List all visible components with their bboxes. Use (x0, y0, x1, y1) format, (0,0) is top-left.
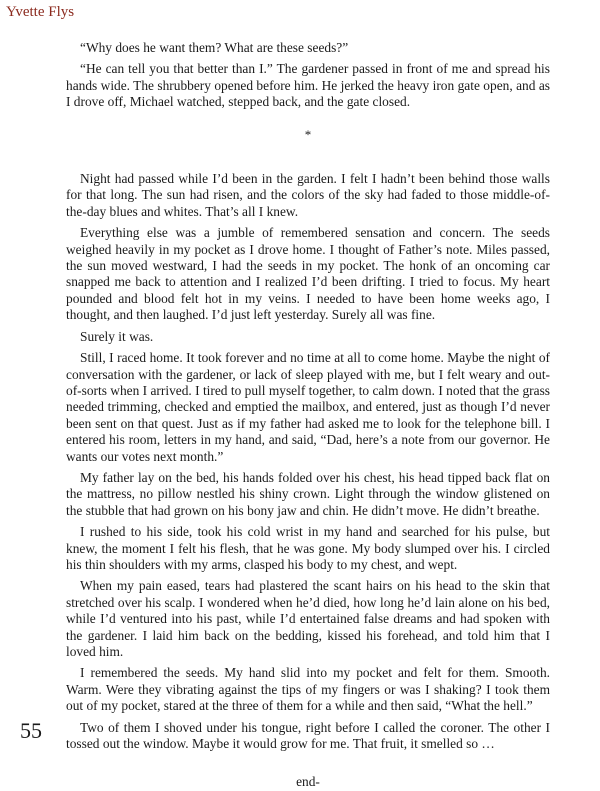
paragraph: My father lay on the bed, his hands folded over his chest, his head tipped back flat on the mattress, no pillow nestled his shiny crown. Light through the window glistened on the stubble that had grown on his bony jaw and chin. He didn’t move. He didn’t breathe. (66, 469, 550, 518)
paragraph: I rushed to his side, took his cold wrist in my hand and searched for his pulse, but knew, the moment I felt his flesh, that he was gone. My body slumped over his. I circled his thin shoulders with my arms, clasped his body to my chest, and wept. (66, 524, 550, 572)
page-body (66, 40, 550, 791)
running-header-author: Yvette Flys (6, 4, 75, 20)
paragraphs-before-break (66, 40, 550, 111)
paragraph: Surely it was. (80, 328, 154, 344)
paragraph: When my pain eased, tears had plastered the scant hairs on his head to the skin that stretched over his scalp. I wondered when he’d died, how long he’d lain alone on his bed, while I’d ventured into his past, while I’d entertained false dreams and had spoken with the gardener. I laid him back on the bedding, kissed his forehead, and told him that I loved him. (66, 578, 550, 659)
paragraph: Two of them I shoved under his tongue, right before I called the coroner. The other I tossed out the window. Maybe it would grow for me. That fruit, it smelled so … (66, 719, 550, 752)
paragraphs-after-break (66, 171, 550, 752)
paragraph: Everything else was a jumble of remembered sensation and concern. The seeds weighed heavily in my pocket as I drove home. I thought of Father’s note. Miles passed, the sun moved westward, I had the seeds in my pocket. The honk of an oncoming car snapped me back to attention and I realized I’d been drifting. I tried to focus. My heart pounded and blood felt hot in my veins. I needed to have been home weeks ago, I thought, and then laughed. I’d just left yesterday. Surely all was fine. (66, 225, 550, 323)
paragraph: Night had passed while I’d been in the garden. I felt I hadn’t been behind those walls for that long. The sun had risen, and the colors of the sky had faded to those middle-of-the-day blues and whites. That’s all I knew. (66, 171, 550, 219)
end-mark: end- (296, 774, 320, 790)
paragraph: I remembered the seeds. My hand slid into my pocket and felt for them. Smooth. Warm. Were they vibrating against the tips of my fingers or was I shaking? I took them out of my pocket, stared at the three of them for a while and then said, “What the hell.” (66, 665, 550, 714)
paragraph: “He can tell you that better than I.” The gardener passed in front of me and spread his hands wide. The shrubbery opened before him. He jerked the heavy iron gate open, and as I drove off, Michael watched, stepped back, and the gate closed. (66, 61, 550, 110)
page-number: 55 (20, 718, 42, 743)
paragraph: “Why does he want them? What are these seeds?” (80, 40, 349, 55)
paragraph: Still, I raced home. It took forever and no time at all to come home. Maybe the night of conversation with the gardener, or lack of sleep played with me, but I felt weary and out-of-sorts when I arrived. I tired to pull myself together, to calm down. I noted that the grass needed trimming, checked and emptied the mailbox, and entered, just as though I’d never been sent on that quest. Just as if my father had asked me to look for the telephone bill. I entered his room, letters in my hand, and said, “Dad, here’s a note from our governor. He wants our votes next month.” (66, 350, 550, 464)
scene-break: * (304, 126, 312, 142)
